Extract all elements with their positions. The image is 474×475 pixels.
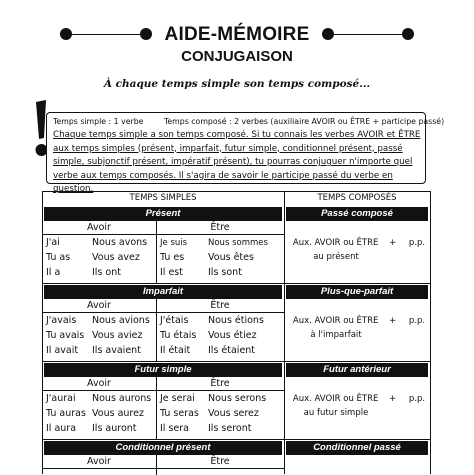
conj-cell: Vous serez xyxy=(208,408,259,419)
conj-cell: Vous aurez xyxy=(92,408,144,419)
row-rule xyxy=(42,390,284,391)
conj-cell: Ils avaient xyxy=(92,345,141,356)
conj-cell: Vous aviez xyxy=(92,330,143,341)
conj-cell: Vous avez xyxy=(92,252,140,263)
page-title: AIDE-MÉMOIRE xyxy=(164,24,310,45)
verb-head-etre: Être xyxy=(210,456,230,467)
tense-band-conditionnel-passe: Conditionnel passé xyxy=(286,441,428,455)
section-rule xyxy=(42,361,431,362)
header-rule-right xyxy=(330,34,404,35)
conj-cell: Il était xyxy=(160,345,191,356)
section-rule xyxy=(42,283,431,284)
conj-cell: Tu auras xyxy=(46,408,86,419)
aux-tense: au futur simple xyxy=(303,408,369,418)
conj-cell: Ils auront xyxy=(92,423,137,434)
conj-cell: J'ai xyxy=(46,237,60,248)
conj-cell: Tu seras xyxy=(160,408,199,419)
conj-cell: J'avais xyxy=(46,315,77,326)
col-header-compose: TEMPS COMPOSÉS xyxy=(317,193,397,203)
tense-band-conditionnel-present: Conditionnel présent xyxy=(44,441,282,455)
conj-cell: Il a xyxy=(46,267,61,278)
col-header-simple: TEMPS SIMPLES xyxy=(129,193,197,203)
plus-sign: + xyxy=(389,316,397,326)
page-subtitle: CONJUGAISON xyxy=(181,48,293,65)
conj-cell: J'aurai xyxy=(46,393,76,404)
conj-cell: Je serai xyxy=(160,393,195,404)
aux-label: Aux. AVOIR ou ÊTRE xyxy=(292,238,379,248)
aux-tense: à l'imparfait xyxy=(310,330,362,340)
conj-cell: Nous sommes xyxy=(208,238,268,248)
verb-head-avoir: Avoir xyxy=(87,378,111,389)
participe-passe-abbr: p.p. xyxy=(408,316,426,326)
participe-passe-abbr: p.p. xyxy=(408,238,426,248)
conj-cell: Il est xyxy=(160,267,183,278)
verb-head-etre: Être xyxy=(210,222,230,233)
conjugation-table xyxy=(42,191,431,474)
aux-label: Aux. AVOIR ou ÊTRE xyxy=(292,394,379,404)
table-border-right xyxy=(430,191,431,474)
info-definitions xyxy=(53,117,445,126)
bullet-dot-icon xyxy=(60,28,72,40)
row-rule xyxy=(42,468,284,469)
verb-head-avoir: Avoir xyxy=(87,456,111,467)
conj-cell: Ils sont xyxy=(208,267,242,278)
conj-cell: Il sera xyxy=(160,423,189,434)
header xyxy=(60,24,414,44)
conj-cell: Tu étais xyxy=(160,330,197,341)
row-rule xyxy=(42,234,284,235)
tense-band-passe-compose: Passé composé xyxy=(286,207,428,221)
conj-cell: Vous étiez xyxy=(208,330,257,341)
verb-head-avoir: Avoir xyxy=(87,300,111,311)
info-simple-definition: Temps simple : 1 verbe xyxy=(53,117,144,126)
tense-band-futur-simple: Futur simple xyxy=(44,363,282,377)
header-rule-left xyxy=(70,34,144,35)
conj-cell: Nous avions xyxy=(92,315,150,326)
conj-cell: Tu avais xyxy=(46,330,85,341)
tagline: À chaque temps simple son temps composé... xyxy=(103,78,371,90)
conj-cell: Il aura xyxy=(46,423,77,434)
aux-tense: au présent xyxy=(313,252,359,262)
conj-cell: Tu es xyxy=(160,252,185,263)
table-border-top xyxy=(42,191,431,192)
conj-cell: Nous serons xyxy=(208,393,267,404)
conj-cell: Ils étaient xyxy=(208,345,256,356)
conj-cell: Ils ont xyxy=(92,267,121,278)
conj-cell: Nous étions xyxy=(208,315,264,326)
tense-band-plus-que-parfait: Plus-que-parfait xyxy=(286,285,428,299)
tense-band-imparfait: Imparfait xyxy=(44,285,282,299)
info-paragraph-text: Chaque temps simple a son temps composé. Si tu connais les verbes AVOIR et ÊTRE aux temps simples (présent, imparfait, futur simple, conditionnel présent, passé simple, subjonctif présent, impératif présent), tu pourras conjuguer n'importe quel verbe aux temps composés. Il s'agira de savoir le participe passé du verbe en question. xyxy=(53,130,421,194)
column-divider xyxy=(284,191,285,474)
row-rule xyxy=(42,312,284,313)
plus-sign: + xyxy=(389,394,397,404)
tense-band-present: Présent xyxy=(44,207,282,221)
section-rule xyxy=(42,439,431,440)
conj-cell: Tu as xyxy=(46,252,71,263)
verb-head-etre: Être xyxy=(210,300,230,311)
conj-cell: Nous avons xyxy=(92,237,148,248)
info-paragraph xyxy=(53,129,421,197)
info-box xyxy=(46,112,445,194)
conj-cell: J'étais xyxy=(160,315,189,326)
participe-passe-abbr: p.p. xyxy=(408,394,426,404)
aux-formula xyxy=(288,236,430,250)
conj-cell: Vous êtes xyxy=(208,252,254,263)
aux-formula xyxy=(288,314,430,328)
conj-cell: Nous aurons xyxy=(92,393,152,404)
verb-head-etre: Être xyxy=(210,378,230,389)
conj-cell: Ils seront xyxy=(208,423,252,434)
conj-cell: Je suis xyxy=(160,238,188,248)
info-compose-definition: Temps composé : 2 verbes (auxiliaire AVOIR ou ÊTRE + participe passé) xyxy=(163,117,445,126)
plus-sign: + xyxy=(389,238,397,248)
aux-label: Aux. AVOIR ou ÊTRE xyxy=(292,316,379,326)
verb-head-avoir: Avoir xyxy=(87,222,111,233)
tense-band-futur-anterieur: Futur antérieur xyxy=(286,363,428,377)
aux-formula xyxy=(288,392,430,406)
conj-cell: Il avait xyxy=(46,345,79,356)
